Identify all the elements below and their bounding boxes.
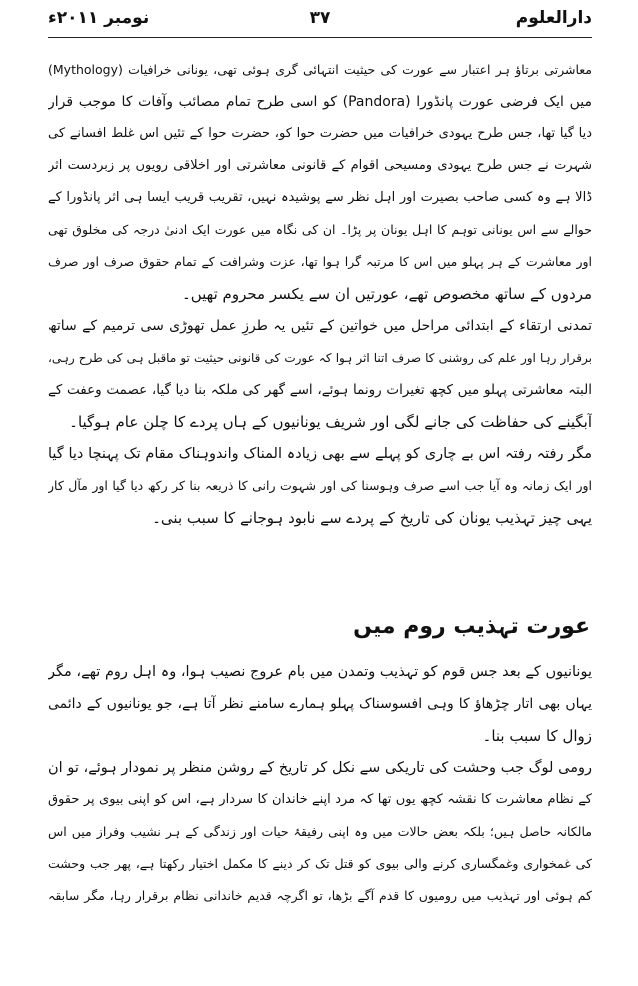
text-line: یہاں بھی اتار چڑھاؤ کا وہی افسوسناک پہلو ہمارے سامنے نظر آتا ہے، جو یونانیوں کے دائمی xyxy=(48,696,592,712)
section-heading: عورت تہذیب روم میں xyxy=(353,614,590,639)
text-line: کی غمخواری وغمگساری کرنے والی بیوی کو قتل تک کر دینے کا مکمل اختیار رکھتا ہے، پھر جب وحشت xyxy=(48,856,592,871)
text-line: اور ایک زمانہ وہ آیا جب اسے صرف وہوسنا کی اور شہوت رانی کا ذریعہ بنا کر رکھ دیا گیا اور مآل کار xyxy=(48,478,592,493)
text-line: مردوں کے ساتھ مخصوص تھے، عورتیں ان سے یکسر محروم تھیں۔ xyxy=(181,285,592,303)
text-line: ڈالا ہے وہ کسی صاحب بصیرت اور اہل نظر سے پوشیدہ نہیں، تقریب قریب ایسا ہی اثر پانڈورا کے xyxy=(48,190,592,205)
header-rule xyxy=(48,37,592,38)
text-line: مگر رفتہ رفتہ اس بے چاری کو پہلے سے بھی زیادہ المناک واندوہناک مقام تک پہنچا دیا گیا xyxy=(48,446,592,462)
text-line: البتہ معاشرتی پہلو میں کچھ تغیرات رونما ہوئے، اسے گھر کی ملکہ بنا دیا گیا، عصمت وعفت کے xyxy=(48,382,592,398)
text-line: یہی چیز تہذیب یونان کی تاریخ کے پردے سے نابود ہوجانے کا سبب بنی۔ xyxy=(152,509,592,527)
text-line: کے نظام معاشرت کا نقشہ کچھ یوں تھا کہ مرد اپنے خاندان کا سردار ہے، اس کو اپنی بیوی پر حقوق xyxy=(48,792,592,807)
text-line: کم ہوئی اور تہذیب میں رومیوں کا قدم آگے بڑھا، تو اگرچہ قدیم خاندانی نظام برقرار رہا، مگر سابقہ xyxy=(48,888,592,903)
section-greek-body xyxy=(48,54,592,534)
text-line: مالکانہ حاصل ہیں؛ بلکہ بعض حالات میں وہ اپنی رفیقۂ حیات اور زندگی کے ہر نشیب وفراز میں اس xyxy=(48,824,592,839)
text-line: شہرت نے جس طرح یہودی ومسیحی اقوام کے قانونی معاشرتی اور اخلاقی رویوں پر زبردست اثر xyxy=(48,158,592,173)
text-line: آبگینے کی حفاظت کی جانے لگی اور شریف یونانیوں کے ہاں پردے کا چلن عام ہوگیا۔ xyxy=(69,413,592,431)
page-header xyxy=(48,8,592,34)
journal-name: دارالعلوم xyxy=(515,8,592,28)
text-line: دیا گیا تھا، جس طرح یہودی خرافیات میں حضرت حوا کو، حضرت حوا کے تئیں اس غلط افسانے کی xyxy=(48,126,592,141)
section-rome-body xyxy=(48,656,592,912)
text-line: حوالے سے اس یونانی توہم کا اہل یونان پر پڑا۔ ان کی نگاہ میں عورت ایک ادنیٰ درجہ کی مخلوق تھی xyxy=(48,222,592,237)
text-line: تمدنی ارتقاء کے ابتدائی مراحل میں خواتین کے تئیں یہ طرزِ عمل تھوڑی سی ترمیم کے ساتھ xyxy=(48,318,592,334)
issue-date: نومبر ۲۰۱۱ء xyxy=(48,8,150,28)
text-line: یونانیوں کے بعد جس قوم کو تہذیب وتمدن میں بام عروج نصیب ہوا، وہ اہل روم تھے، مگر xyxy=(48,664,592,680)
page-number: ۳۷ xyxy=(309,8,331,28)
text-line: رومی لوگ جب وحشت کی تاریکی سے نکل کر تاریخ کے روشن منظر پر نمودار ہوئے، تو ان xyxy=(48,760,592,776)
text-line: برقرار رہا اور علم کی روشنی کا صرف اتنا اثر ہوا کہ عورت کی قانونی حیثیت تو ماقبل ہی کی طرح رہی، xyxy=(48,351,592,365)
text-line: معاشرتی برتاؤ ہر اعتبار سے عورت کی حیثیت انتہائی گری ہوئی تھی، یونانی خرافیات (Mythology) xyxy=(48,62,592,77)
text-line: میں ایک فرضی عورت پانڈورا (Pandora) کو اسی طرح تمام مصائب وآفات کا موجب قرار xyxy=(48,94,592,110)
text-line: زوال کا سبب بنا۔ xyxy=(482,727,592,745)
text-line: اور معاشرت کے ہر پہلو میں اس کا مرتبہ گرا ہوا تھا، عزت وشرافت کے تمام حقوق صرف اور صرف xyxy=(48,254,592,269)
